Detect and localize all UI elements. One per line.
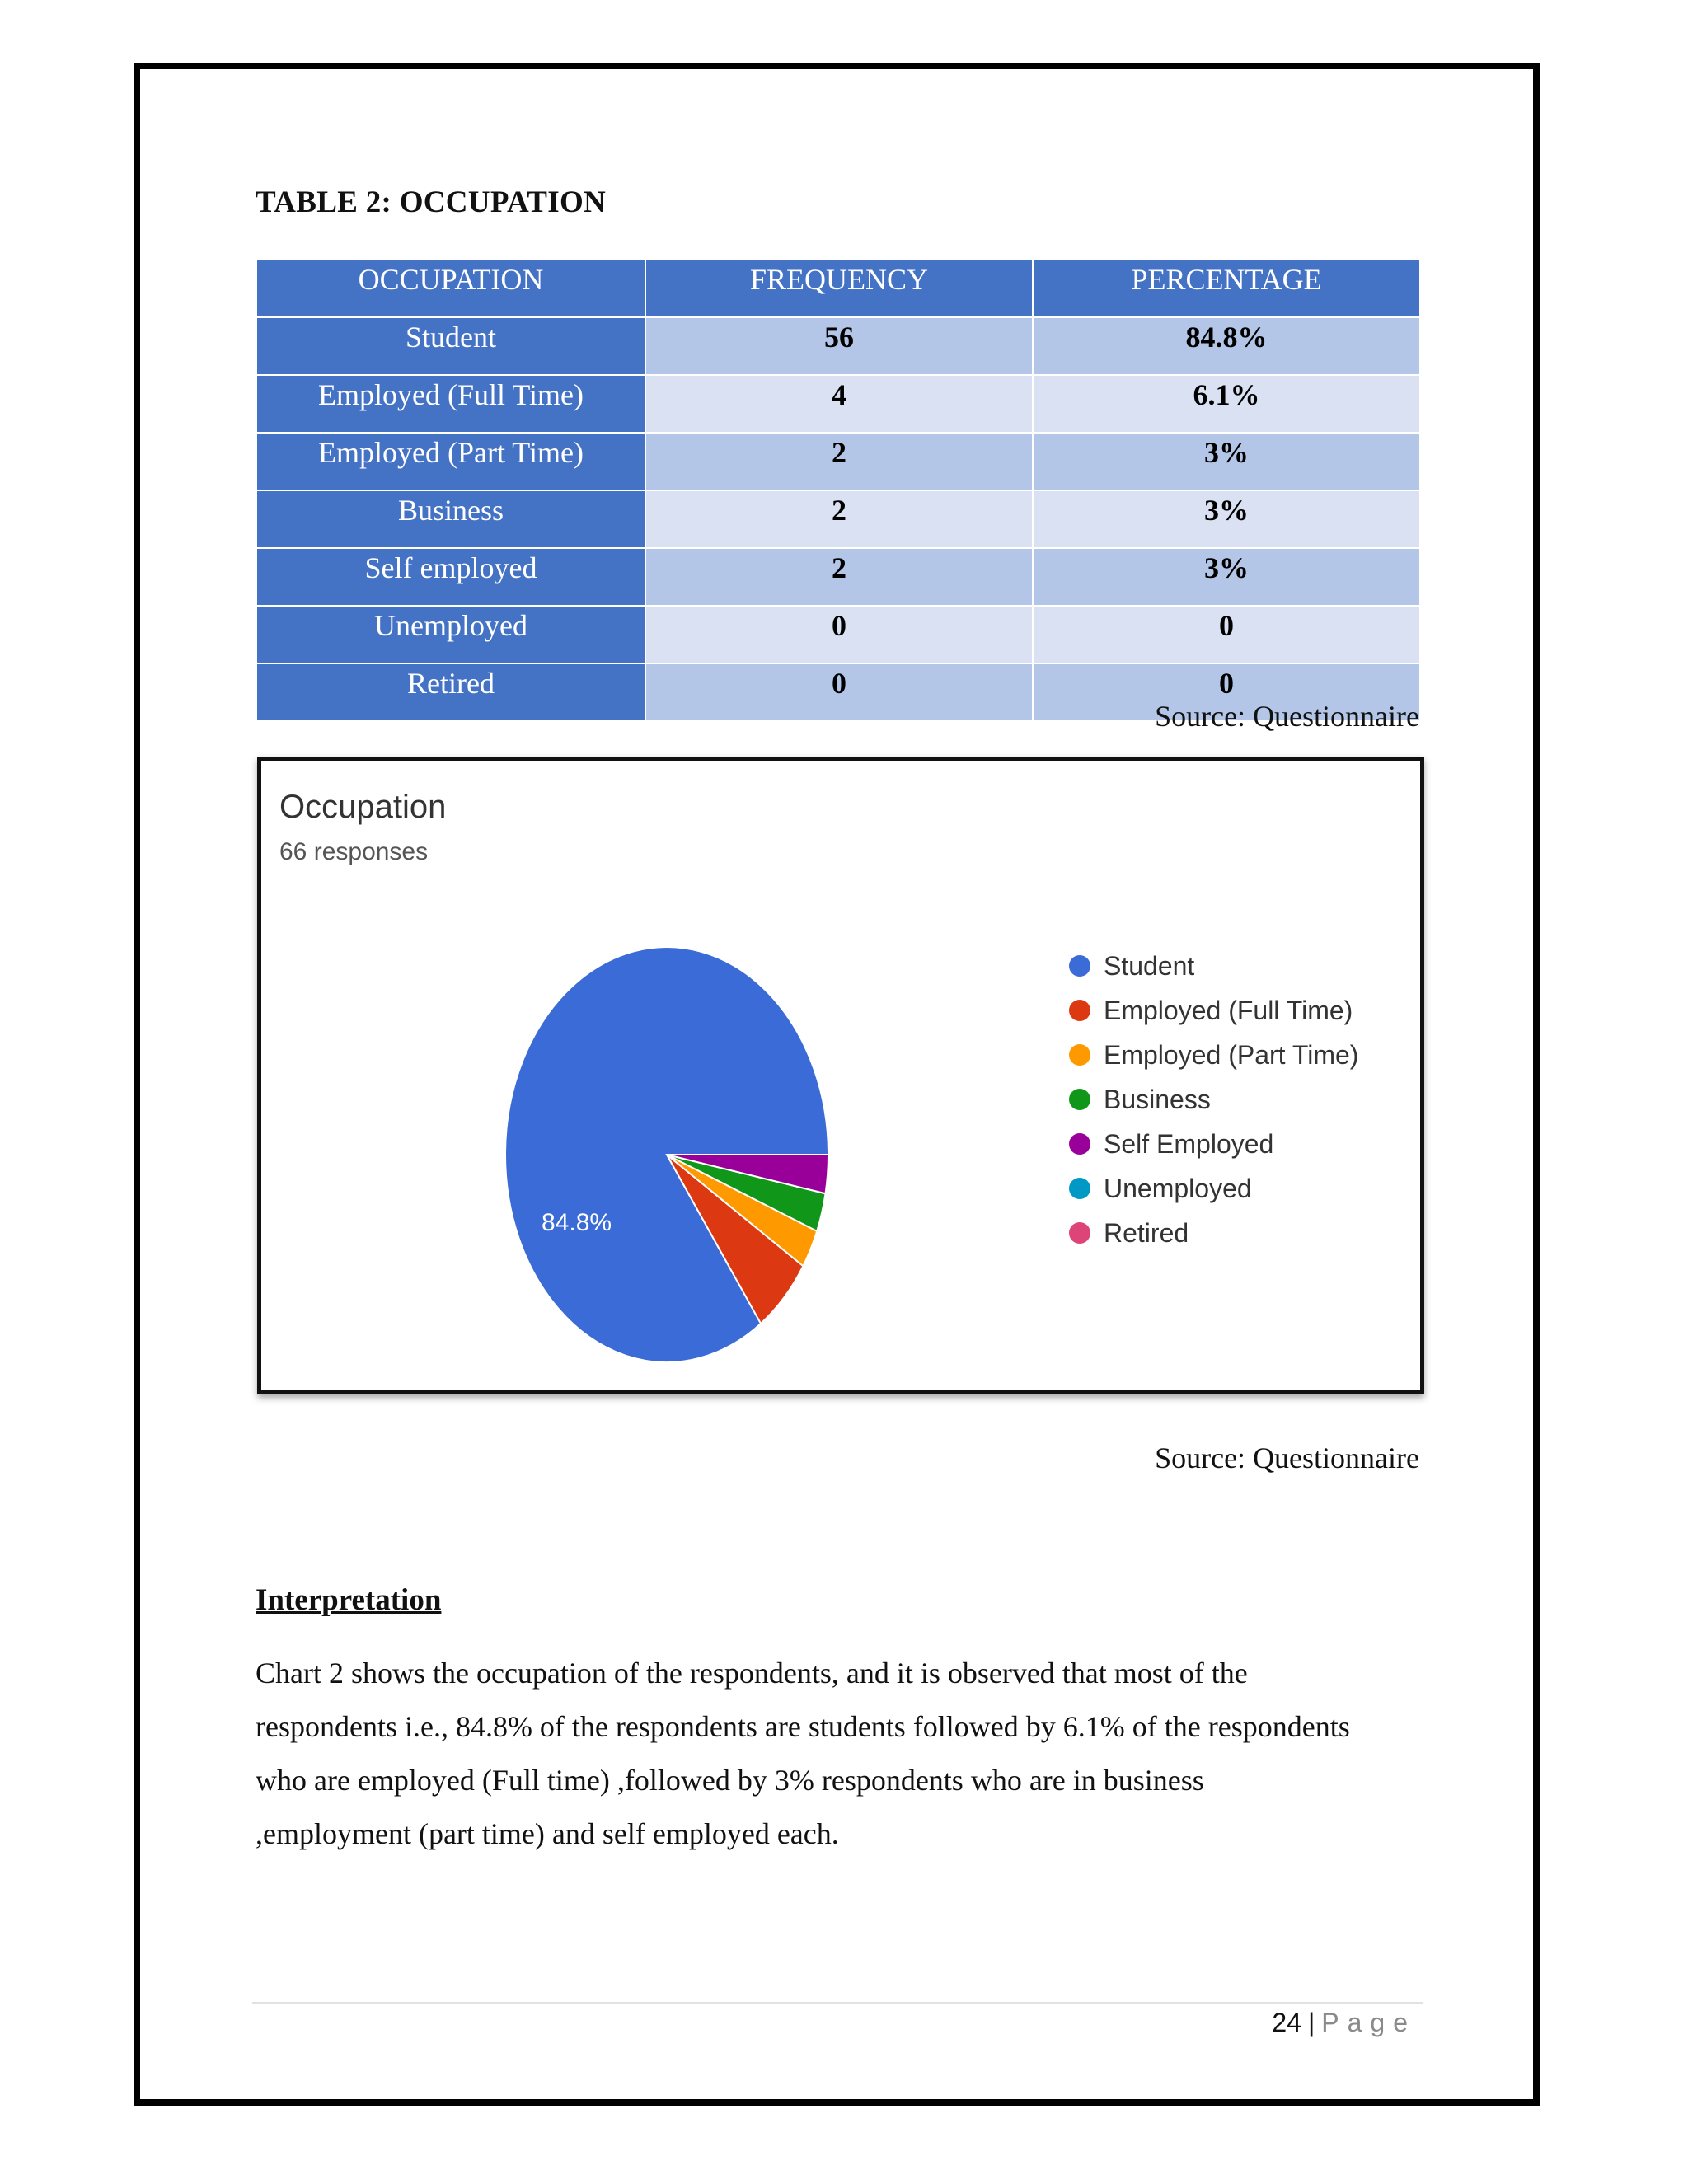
row-percentage: 3% bbox=[1033, 433, 1420, 490]
legend-label: Student bbox=[1104, 950, 1195, 981]
legend-label: Unemployed bbox=[1104, 1173, 1252, 1203]
page-number: 24 bbox=[1272, 2008, 1301, 2037]
row-frequency: 2 bbox=[645, 490, 1033, 548]
row-label: Employed (Part Time) bbox=[256, 433, 645, 490]
page-footer bbox=[1272, 2008, 1416, 2038]
row-frequency: 2 bbox=[645, 433, 1033, 490]
legend-label: Self Employed bbox=[1104, 1128, 1274, 1159]
legend-swatch bbox=[1069, 955, 1090, 977]
chart-source: Source: Questionnaire bbox=[1155, 1441, 1419, 1474]
interpretation-heading: Interpretation bbox=[256, 1583, 442, 1617]
row-percentage: 3% bbox=[1033, 490, 1420, 548]
interpretation-paragraph bbox=[256, 1647, 1426, 1861]
table-row bbox=[256, 433, 1420, 490]
legend-swatch bbox=[1069, 1089, 1090, 1110]
legend-swatch bbox=[1069, 1133, 1090, 1155]
legend-item bbox=[1069, 1166, 1358, 1211]
legend-label: Retired bbox=[1104, 1217, 1189, 1248]
chart-subtitle: 66 responses bbox=[279, 838, 429, 865]
chart-frame bbox=[257, 757, 1424, 1394]
table-header-row bbox=[256, 260, 1420, 317]
legend-item bbox=[1069, 1077, 1358, 1122]
row-percentage: 6.1% bbox=[1033, 375, 1420, 433]
row-label: Student bbox=[256, 317, 645, 375]
row-label: Retired bbox=[256, 663, 645, 721]
table-source: Source: Questionnaire bbox=[1155, 700, 1419, 733]
table-row bbox=[256, 317, 1420, 375]
footer-separator: | bbox=[1307, 2008, 1315, 2037]
row-frequency: 56 bbox=[645, 317, 1033, 375]
legend-item bbox=[1069, 1122, 1358, 1166]
interpretation-line: who are employed (Full time) ,followed by 3% respondents who are in business bbox=[256, 1764, 1204, 1797]
occupation-table bbox=[256, 259, 1421, 722]
page-word: Page bbox=[1321, 2008, 1416, 2037]
legend-swatch bbox=[1069, 1000, 1090, 1021]
row-percentage: 0 bbox=[1033, 663, 1420, 721]
interpretation-line: Chart 2 shows the occupation of the respondents, and it is observed that most of the bbox=[256, 1657, 1248, 1690]
legend-item bbox=[1069, 988, 1358, 1033]
header-occupation: OCCUPATION bbox=[256, 260, 645, 317]
table-row bbox=[256, 548, 1420, 606]
legend-swatch bbox=[1069, 1178, 1090, 1199]
legend-label: Employed (Full Time) bbox=[1104, 995, 1353, 1025]
row-label: Self employed bbox=[256, 548, 645, 606]
table-row bbox=[256, 375, 1420, 433]
interpretation-line: ,employment (part time) and self employed each. bbox=[256, 1817, 839, 1850]
header-percentage: PERCENTAGE bbox=[1033, 260, 1420, 317]
table-title: TABLE 2: OCCUPATION bbox=[256, 185, 607, 219]
row-percentage: 84.8% bbox=[1033, 317, 1420, 375]
row-label: Business bbox=[256, 490, 645, 548]
pie-slice-label: 84.8% bbox=[542, 1209, 612, 1236]
legend-label: Employed (Part Time) bbox=[1104, 1039, 1359, 1070]
interpretation-line: respondents i.e., 84.8% of the respondents are students followed by 6.1% of the respondents bbox=[256, 1710, 1350, 1743]
legend-swatch bbox=[1069, 1044, 1090, 1066]
row-label: Unemployed bbox=[256, 606, 645, 663]
row-frequency: 2 bbox=[645, 548, 1033, 606]
row-percentage: 0 bbox=[1033, 606, 1420, 663]
row-frequency: 0 bbox=[645, 606, 1033, 663]
header-frequency: FREQUENCY bbox=[645, 260, 1033, 317]
row-label: Employed (Full Time) bbox=[256, 375, 645, 433]
table-row bbox=[256, 606, 1420, 663]
table-row bbox=[256, 490, 1420, 548]
legend-item bbox=[1069, 944, 1358, 988]
chart-title: Occupation bbox=[279, 789, 447, 825]
legend-swatch bbox=[1069, 1222, 1090, 1244]
row-frequency: 0 bbox=[645, 663, 1033, 721]
footer-divider bbox=[252, 2002, 1423, 2004]
row-percentage: 3% bbox=[1033, 548, 1420, 606]
legend-label: Business bbox=[1104, 1084, 1211, 1114]
legend-item bbox=[1069, 1211, 1358, 1255]
legend-item bbox=[1069, 1033, 1358, 1077]
row-frequency: 4 bbox=[645, 375, 1033, 433]
chart-legend bbox=[1069, 944, 1358, 1255]
